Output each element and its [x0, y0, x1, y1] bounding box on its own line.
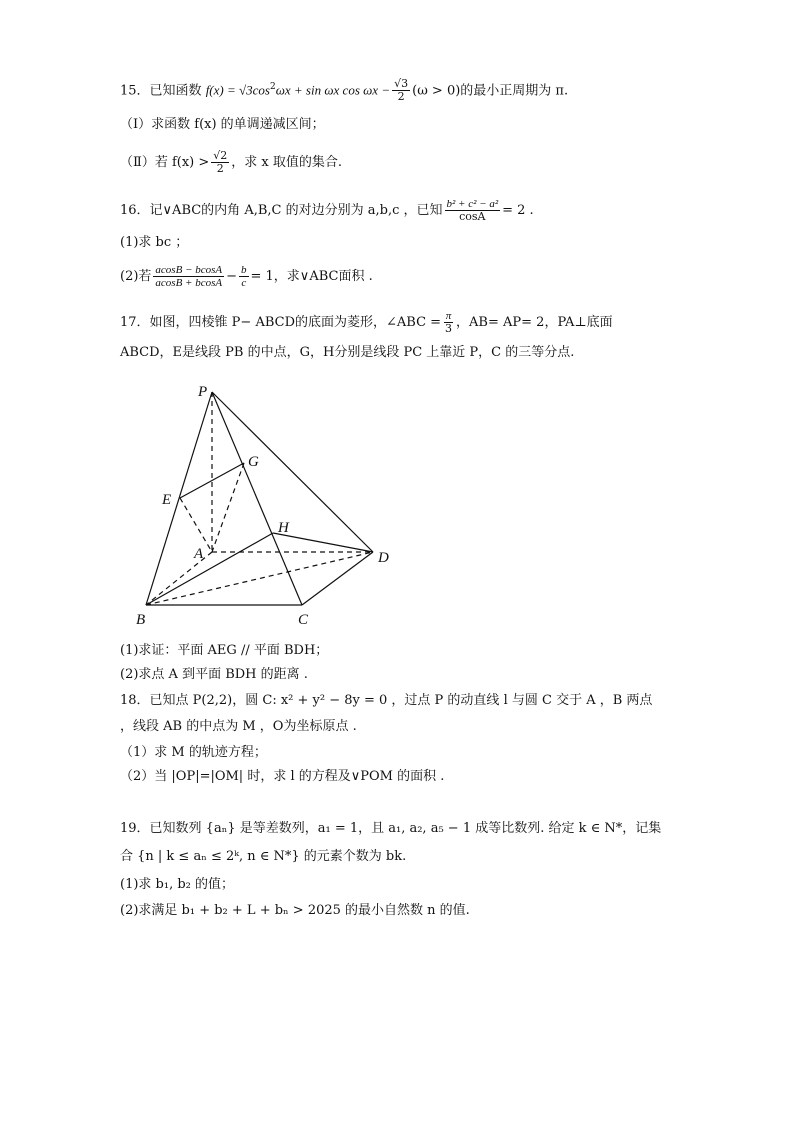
q16-p2-num2: b	[241, 264, 247, 276]
q16-fraction	[445, 198, 501, 223]
q16-part1: (1)求 bc ；	[120, 235, 189, 250]
q16-p2-a: (2)若	[120, 269, 152, 284]
label-E: E	[162, 492, 172, 508]
label-P: P	[198, 384, 208, 400]
q18-part1: （1）求 M 的轨迹方程；	[120, 745, 267, 760]
q19-part2: (2)求满足 b₁ + b₂ + L + bₙ > 2025 的最小自然数 n 的值.	[120, 903, 470, 918]
label-C: C	[298, 612, 309, 628]
q17-frac-num: π	[445, 310, 452, 322]
q15-formula-b: ωx + sin ωx cos ωx −	[275, 82, 391, 98]
edge-PD	[212, 392, 373, 552]
q16-p2-minus: −	[226, 269, 238, 284]
q16-text-b: = 2 .	[502, 203, 534, 218]
q15-text-a: 已知函数	[149, 83, 206, 99]
q15-statement	[120, 78, 568, 103]
q18-part2: （2）当 |OP|=|OM| 时，求 l 的方程及∨POM 的面积 .	[120, 769, 445, 784]
q16-p2-den2: c	[241, 277, 247, 289]
q19-statement: 19．已知数列 {aₙ} 是等差数列，a₁ = 1，且 a₁, a₂, a₅ − 1 成等比数列. 给定 k ∈ N*，记集	[120, 821, 662, 836]
q19-part1: (1)求 b₁, b₂ 的值；	[120, 877, 235, 892]
q15-p2-a: （Ⅱ）若 f(x) >	[120, 155, 210, 170]
q16-p2-den1: acosB + bcosA	[155, 277, 223, 289]
q17-text-b: ，AB= AP= 2，PA⊥底面	[456, 315, 613, 330]
q16-frac-den: cosA	[459, 210, 486, 223]
q16-statement	[120, 198, 534, 223]
q15-number: 15．	[120, 83, 150, 99]
q17-statement	[120, 310, 613, 335]
q17-fraction	[443, 310, 454, 335]
q17-text-a: 17．如图，四棱锥 P− ABCD的底面为菱形，∠ABC =	[120, 315, 442, 330]
q18-statement: 18．已知点 P(2,2)，圆 C: x² + y² − 8y = 0 ，过点 P 的动直线 l 与圆 C 交于 A ，B 两点	[120, 693, 653, 708]
edge-AE	[180, 498, 212, 552]
q17-part2: (2)求点 A 到平面 BDH 的距离 .	[120, 667, 308, 682]
q15-p2-fraction	[211, 150, 229, 175]
q15-p2-num: √2	[213, 149, 228, 162]
q17-statement-line2: ABCD，E是线段 PB 的中点，G，H分别是线段 PC 上靠近 P，C 的三等分点.	[120, 345, 575, 360]
q16-p2-num1: acosB − bcosA	[155, 264, 223, 276]
q16-part2	[120, 264, 373, 289]
q15-p2-b: ，求 x 取值的集合.	[231, 155, 343, 170]
q17-part1: (1)求证：平面 AEG // 平面 BDH；	[120, 643, 329, 658]
q18-statement-line2: ，线段 AB 的中点为 M ，O为坐标原点 .	[120, 719, 357, 734]
q15-frac-num: √3	[394, 77, 409, 91]
label-H: H	[278, 520, 289, 536]
q16-p2-fraction1	[153, 264, 224, 289]
label-B: B	[136, 612, 146, 628]
q16-text-a: 16．记∨ABC的内角 A,B,C 的对边分别为 a,b,c ，已知	[120, 203, 443, 218]
edge-BD	[146, 552, 373, 605]
q16-frac-num: b² + c² − a²	[446, 198, 499, 210]
label-G: G	[248, 454, 259, 470]
edge-CD	[302, 552, 373, 605]
label-D: D	[378, 550, 389, 566]
q19-statement-line2: 合 {n | k ≤ aₙ ≤ 2ᵏ, n ∈ N*} 的元素个数为 bk.	[120, 849, 407, 864]
q16-p2-fraction2	[239, 264, 249, 289]
q15-frac-den: 2	[397, 90, 405, 104]
pyramid-figure	[130, 380, 410, 630]
q17-frac-den: 3	[445, 322, 453, 335]
q15-text-c: (ω > 0)的最小正周期为 π.	[412, 83, 569, 99]
q15-part1: （Ⅰ）求函数 f(x) 的单调递减区间；	[120, 117, 325, 132]
label-A: A	[194, 546, 204, 562]
q15-formula-a: f(x) = √3cos	[205, 82, 270, 98]
q15-p2-den: 2	[216, 162, 224, 175]
q15-fraction	[392, 78, 410, 103]
q16-p2-b: = 1，求∨ABC面积 .	[250, 269, 373, 284]
q15-part2	[120, 150, 342, 175]
q15-sup: 2	[269, 82, 276, 92]
edge-PC	[212, 392, 302, 605]
edge-AG	[212, 463, 244, 552]
